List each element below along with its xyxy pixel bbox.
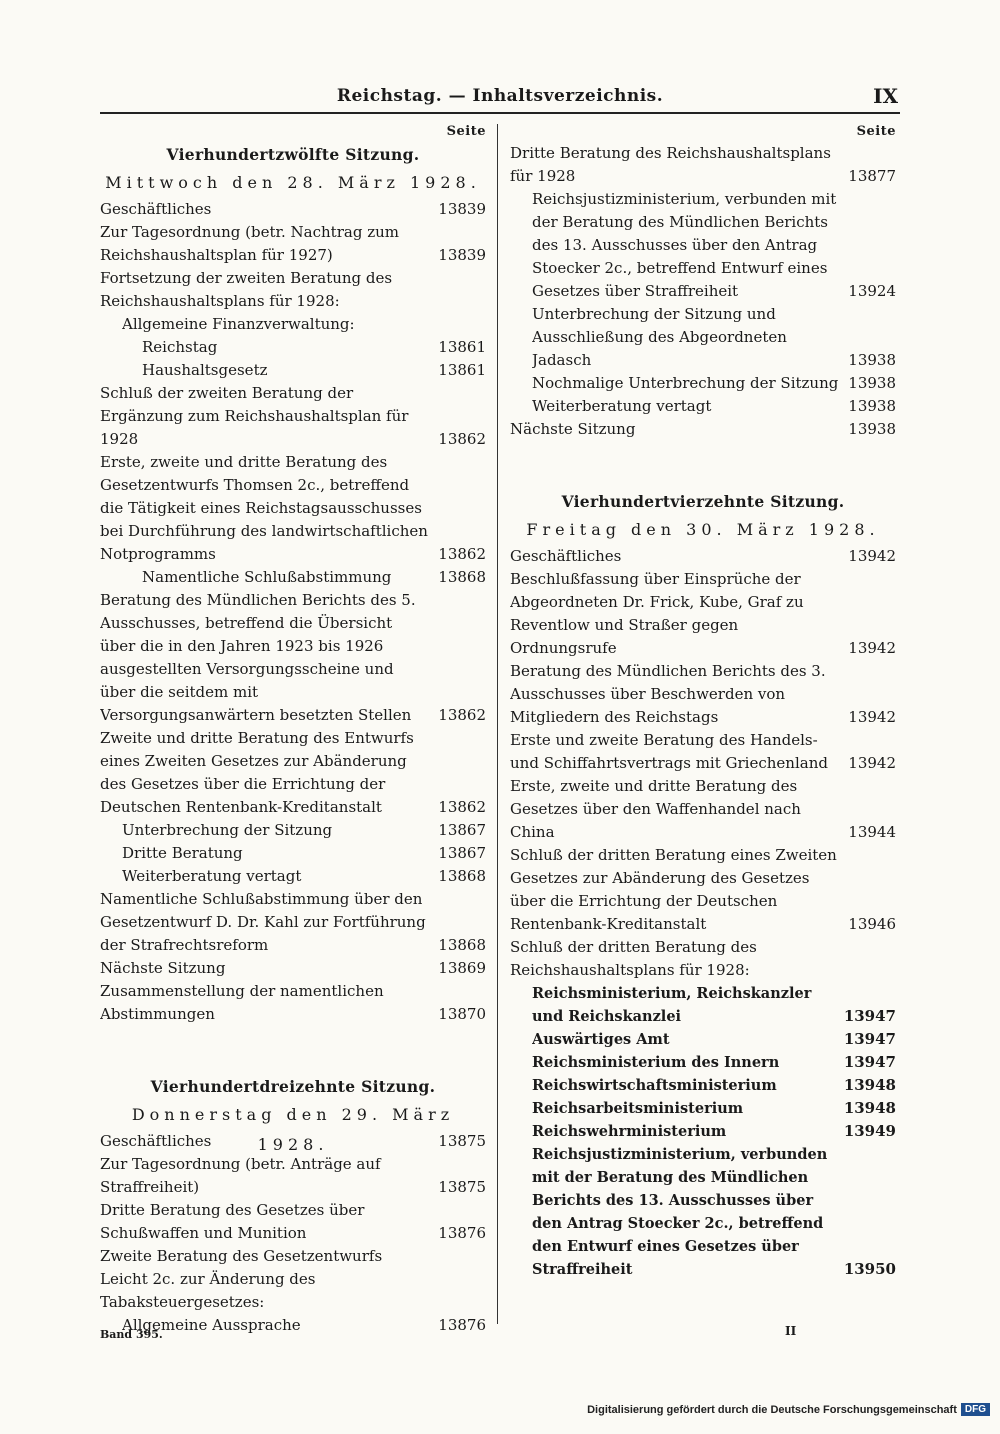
- session-date: Freitag den 30. März 1928.: [526, 520, 880, 539]
- session-date: Donnerstag den 29. März 1928.: [131, 1105, 455, 1154]
- left-column: [100, 124, 486, 1337]
- toc-entry: Reichswirtschaftsministerium 13948: [532, 1076, 896, 1094]
- session-title: Vierhundertzwölfte Sitzung.: [166, 145, 420, 164]
- toc-entry: Zur Tagesordnung (betr. Anträge auf Straffreiheit) 13875: [100, 1155, 486, 1196]
- right-column: [510, 124, 896, 1281]
- toc-entry: Reichsjustizministerium, verbunden mit der Beratung des Mündlichen Berichts des 13. Ausschusses über den Antrag Stoecker 2c., betreffend Entwurf eines Gesetzes über Straffreiheit 13924: [532, 190, 896, 300]
- toc-entry: Allgemeine Aussprache 13876: [122, 1316, 486, 1334]
- dfg-text: Digitalisierung gefördert durch die Deutsche Forschungsgemeinschaft: [587, 1403, 957, 1416]
- toc-entry: Dritte Beratung 13867: [122, 844, 486, 862]
- toc-entry: Schluß der zweiten Beratung der Ergänzung zum Reichshaushaltsplan für 1928 13862: [100, 384, 486, 448]
- session-date: Mittwoch den 28. März 1928.: [105, 173, 481, 192]
- toc-entry: Reichsarbeitsministerium 13948: [532, 1099, 896, 1117]
- toc-entry: Erste, zweite und dritte Beratung des Gesetzes über den Waffenhandel nach China 13944: [510, 777, 896, 841]
- column-divider: [497, 124, 498, 1324]
- toc-entry: Namentliche Schlußabstimmung über den Gesetzentwurf D. Dr. Kahl zur Fortführung der Strafrechtsreform 13868: [100, 890, 486, 954]
- toc-entry: Weiterberatung vertagt 13938: [532, 397, 896, 415]
- page-number: IX: [873, 84, 898, 108]
- toc-entry: Nächste Sitzung 13938: [510, 420, 896, 438]
- signature-mark: II: [785, 1324, 797, 1338]
- toc-entry: Beschlußfassung über Einsprüche der Abgeordneten Dr. Frick, Kube, Graf zu Reventlow und Straßer gegen Ordnungsrufe 13942: [510, 570, 896, 657]
- toc-entry: Weiterberatung vertagt 13868: [122, 867, 486, 885]
- toc-entry: Beratung des Mündlichen Berichts des 3. Ausschusses über Beschwerden von Mitgliedern des Reichstags 13942: [510, 662, 896, 726]
- toc-entry: Reichsministerium des Innern 13947: [532, 1053, 896, 1071]
- toc-entry: Auswärtiges Amt 13947: [532, 1030, 896, 1048]
- toc-entry: Geschäftliches 13839: [100, 200, 486, 218]
- toc-entry: Erste, zweite und dritte Beratung des Gesetzentwurfs Thomsen 2c., betreffend die Tätigkeit eines Reichstagsausschusses bei Durchführung des landwirtschaftlichen Notprogramms 13862: [100, 453, 486, 563]
- toc-entry: Zur Tagesordnung (betr. Nachtrag zum Reichshaushaltsplan für 1927) 13839: [100, 223, 486, 264]
- toc-entry: Reichstag 13861: [142, 338, 486, 356]
- toc-entry: Zweite Beratung des Gesetzentwurfs Leicht 2c. zur Änderung des Tabaksteuergesetzes:: [100, 1247, 383, 1311]
- toc-entry: Fortsetzung der zweiten Beratung des Reichshaushaltsplans für 1928:: [100, 269, 393, 310]
- seite-label: Seite: [856, 124, 896, 139]
- toc-entry: Reichsministerium, Reichskanzler und Reichskanzlei 13947: [532, 985, 896, 1025]
- toc-entry: Nächste Sitzung 13869: [100, 959, 486, 977]
- toc-entry: Unterbrechung der Sitzung und Ausschließung des Abgeordneten Jadasch 13938: [532, 305, 896, 369]
- toc-entry: Zweite und dritte Beratung des Entwurfs eines Zweiten Gesetzes zur Abänderung des Gesetzes über die Errichtung der Deutschen Rentenbank-Kreditanstalt 13862: [100, 729, 486, 816]
- toc-entry: Geschäftliches 13875: [100, 1132, 486, 1150]
- session-title: Vierhundertdreizehnte Sitzung.: [150, 1077, 436, 1096]
- section-gap: [100, 1026, 486, 1074]
- toc-entry: Allgemeine Finanzverwaltung:: [122, 315, 355, 333]
- toc-entry: Haushaltsgesetz 13861: [142, 361, 486, 379]
- session-title: Vierhundertvierzehnte Sitzung.: [561, 492, 845, 511]
- toc-entry: Nochmalige Unterbrechung der Sitzung 13938: [532, 374, 896, 392]
- toc-entry: Beratung des Mündlichen Berichts des 5. Ausschusses, betreffend die Übersicht über die in den Jahren 1923 bis 1926 ausgestellten Versorgungsscheine und über die seitdem mit Versorgungsanwärtern besetzten Stellen 13862: [100, 591, 486, 724]
- toc-entry: Dritte Beratung des Gesetzes über Schußwaffen und Munition 13876: [100, 1201, 486, 1242]
- toc-entry: Namentliche Schlußabstimmung 13868: [142, 568, 486, 586]
- section-gap: [510, 441, 896, 489]
- page-header: [100, 84, 900, 114]
- toc-entry: Dritte Beratung des Reichshaushaltsplans für 1928 13877: [510, 144, 896, 185]
- dfg-credit: [587, 1403, 990, 1416]
- toc-entry: Zusammenstellung der namentlichen Abstimmungen 13870: [100, 982, 486, 1023]
- toc-entry: Reichsjustizministerium, verbunden mit der Beratung des Mündlichen Berichts des 13. Ausschusses über den Antrag Stoecker 2c., betreffend den Entwurf eines Gesetzes über Straffreiheit 13950: [532, 1146, 896, 1278]
- seite-label: Seite: [446, 124, 486, 139]
- toc-entry: Geschäftliches 13942: [510, 547, 896, 565]
- toc-entry: Erste und zweite Beratung des Handels- und Schiffahrtsvertrags mit Griechenland 13942: [510, 731, 896, 772]
- dfg-logo: DFG: [961, 1403, 990, 1416]
- toc-entry: Reichswehrministerium 13949: [532, 1122, 896, 1140]
- volume-label: Band 395.: [100, 1328, 163, 1341]
- toc-entry: Schluß der dritten Beratung eines Zweiten Gesetzes zur Abänderung des Gesetzes über die Errichtung der Deutschen Rentenbank-Kreditanstalt 13946: [510, 846, 896, 933]
- running-title: Reichstag. — Inhaltsverzeichnis.: [336, 86, 664, 106]
- toc-entry: Unterbrechung der Sitzung 13867: [122, 821, 486, 839]
- toc-entry: Schluß der dritten Beratung des Reichshaushaltsplans für 1928:: [510, 938, 757, 979]
